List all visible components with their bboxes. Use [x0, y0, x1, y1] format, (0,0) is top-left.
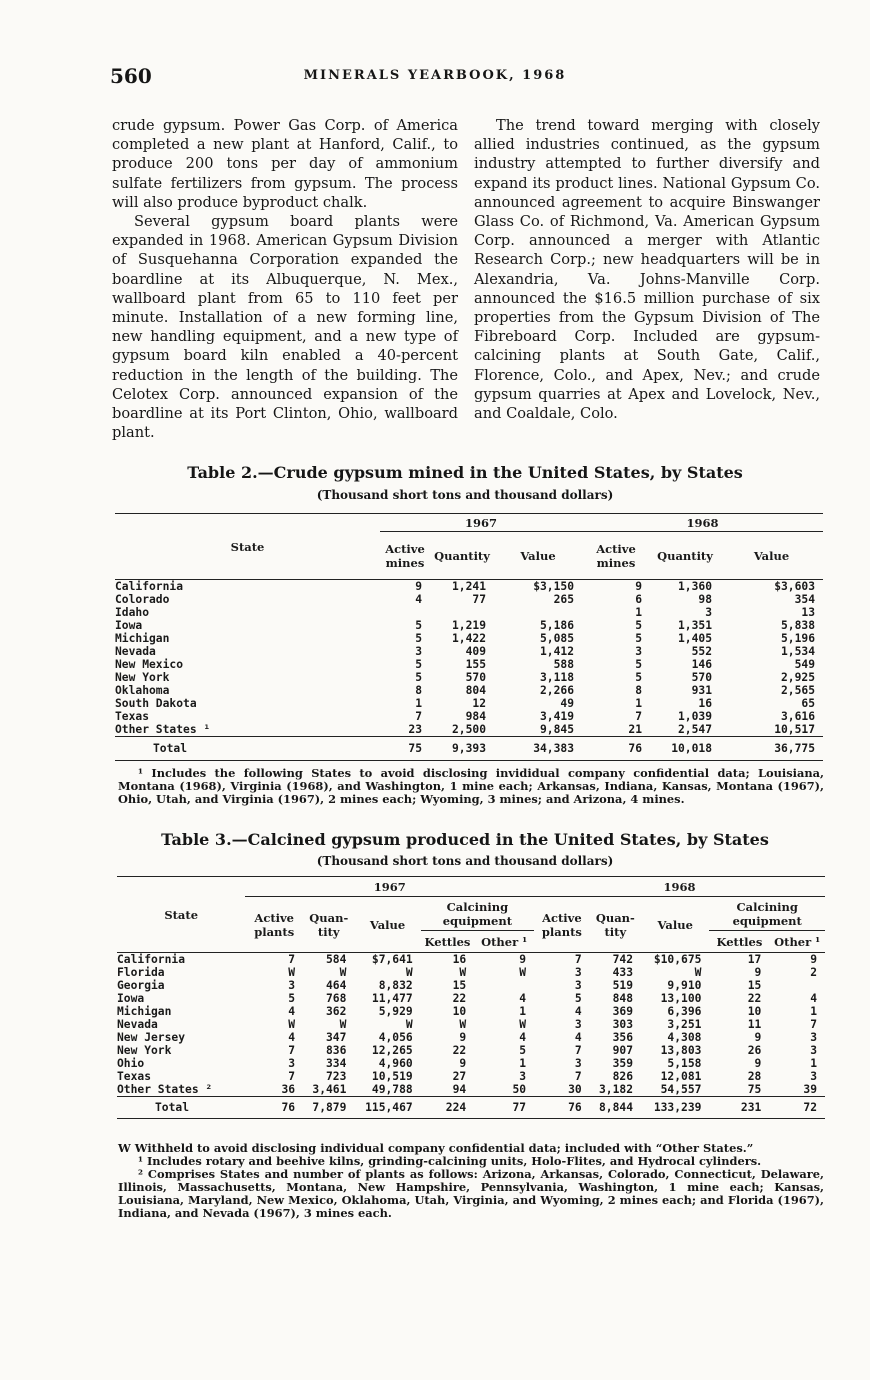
table-cell: W	[694, 966, 702, 979]
state-name: Nevada	[117, 1018, 158, 1031]
table2-col-value: Value	[520, 548, 556, 563]
table3-year-1967: 1967	[245, 877, 534, 897]
table-cell: 1,039	[677, 710, 712, 723]
table-cell: 1	[635, 606, 642, 619]
table3-col-value: Value	[657, 917, 693, 932]
table-cell: 409	[465, 645, 486, 658]
table-cell: 5,085	[539, 632, 574, 645]
table-cell: 3	[288, 1057, 296, 1070]
table-cell: 26	[747, 1044, 762, 1057]
table-cell: W	[459, 1018, 467, 1031]
table-cell: 584	[326, 953, 347, 966]
table-cell: 5	[288, 992, 296, 1005]
table-cell: 907	[612, 1044, 633, 1057]
table-cell: 9	[754, 1031, 762, 1044]
table-cell: 3,182	[598, 1083, 633, 1096]
total-cell: 9,393	[451, 742, 486, 755]
table-cell: 5,158	[667, 1057, 702, 1070]
table-cell: W	[519, 966, 527, 979]
total-cell: 7,879	[312, 1101, 347, 1114]
table-cell: 1,241	[451, 580, 486, 593]
table-cell: 1,360	[677, 580, 712, 593]
table-cell: 570	[465, 671, 486, 684]
table-cell: 146	[691, 658, 712, 671]
table-cell: 549	[794, 658, 815, 671]
table3-title: Table 3.—Calcined gypsum produced in the United States, by States	[161, 830, 769, 849]
table3-col-quantity: Quan- tity	[595, 910, 635, 939]
table2-year-1967: 1967	[380, 514, 582, 532]
table-cell	[430, 606, 494, 619]
table-cell: 54,557	[660, 1083, 702, 1096]
table-cell: 5,196	[780, 632, 815, 645]
table-cell: 9	[754, 966, 762, 979]
table-cell: 2,266	[539, 684, 574, 697]
total-cell: 8,844	[598, 1101, 633, 1114]
table-cell: W	[339, 1018, 347, 1031]
table3-col-kettles: Kettles	[424, 934, 471, 949]
table-cell: 9	[754, 1057, 762, 1070]
table-cell: 2,925	[780, 671, 815, 684]
table-cell: 7	[635, 710, 642, 723]
table-cell: 2,547	[677, 723, 712, 736]
table-cell	[474, 979, 534, 992]
table-cell: 23	[408, 723, 422, 736]
table-cell: 49	[560, 697, 574, 710]
table-cell: 12,265	[371, 1044, 413, 1057]
table-cell: 30	[568, 1083, 582, 1096]
table-cell: 10,519	[371, 1070, 413, 1083]
table-cell: 1,219	[451, 619, 486, 632]
table-cell: 13	[801, 606, 815, 619]
table3-col-other: Other ¹	[774, 934, 821, 949]
table-cell: W	[288, 966, 296, 979]
table-cell	[380, 606, 430, 619]
table2-col-value: Value	[753, 548, 790, 563]
table-cell: 265	[553, 593, 574, 606]
table-row	[115, 723, 823, 737]
table-row	[115, 710, 823, 723]
table-cell: 4	[288, 1031, 296, 1044]
table-cell: 22	[452, 1044, 467, 1057]
table-cell: 433	[612, 966, 633, 979]
table-cell: 4,308	[667, 1031, 702, 1044]
table-cell: W	[288, 1018, 296, 1031]
table-cell: 3	[574, 1018, 582, 1031]
table-cell: 303	[612, 1018, 633, 1031]
table-row	[115, 593, 823, 606]
table-cell: $3,603	[774, 580, 815, 593]
table-cell: 9	[459, 1031, 467, 1044]
table-cell: 7	[574, 953, 582, 966]
total-cell: 10,018	[671, 742, 712, 755]
table-cell: W	[519, 1018, 527, 1031]
table-cell: 16	[452, 953, 467, 966]
table-cell: 5	[415, 632, 422, 645]
table-cell: $7,641	[371, 953, 413, 966]
table-cell: 931	[691, 684, 712, 697]
table-cell: 3	[705, 606, 712, 619]
table-cell: 22	[452, 992, 467, 1005]
table-cell: 356	[612, 1031, 633, 1044]
table-row	[117, 1005, 825, 1018]
table3-col-active: Active plants	[254, 910, 295, 939]
table-cell: 9,910	[667, 979, 702, 992]
table-row	[115, 697, 823, 710]
table-cell: 1,351	[677, 619, 712, 632]
table-cell: 10	[452, 1005, 467, 1018]
table-cell: 5,186	[539, 619, 574, 632]
table-cell: 359	[612, 1057, 633, 1070]
table-cell: W	[339, 966, 347, 979]
table-cell: 21	[628, 723, 642, 736]
table-cell: 836	[326, 1044, 347, 1057]
state-name: New Jersey	[117, 1031, 186, 1044]
table-row	[117, 1057, 825, 1070]
total-cell: 77	[512, 1101, 527, 1114]
table2-year-1968: 1968	[582, 514, 823, 532]
table-cell: 4	[574, 1005, 582, 1018]
table-row	[117, 1044, 825, 1057]
total-cell: 115,467	[365, 1101, 413, 1114]
table-cell: 98	[698, 593, 712, 606]
table-cell: W	[459, 966, 467, 979]
table-cell: 5	[635, 658, 642, 671]
table-row	[115, 619, 823, 632]
table-cell: 768	[326, 992, 347, 1005]
table2-col-quantity: Quantity	[657, 548, 713, 563]
table-cell: 5,929	[378, 1005, 413, 1018]
table-cell: 1	[519, 1005, 527, 1018]
table2-body	[115, 580, 823, 737]
state-name: Georgia	[117, 979, 165, 992]
table3-col-kettles: Kettles	[716, 934, 763, 949]
table-cell: 5,838	[780, 619, 815, 632]
table-cell: 10,517	[774, 723, 815, 736]
table-cell: 13,100	[660, 992, 702, 1005]
table-cell: $10,675	[653, 953, 702, 966]
total-label: Total	[155, 1101, 190, 1114]
total-cell: 34,383	[533, 742, 574, 755]
table2-footnote: ¹ Includes the following States to avoid disclosing invididual company confidential data; Louisiana, Montana (1968), Virginia (1968), and Washington, 1 mine each; Arkansas, Indiana, Kansas, Montana (1967), Ohio, Utah, and Virginia (1967), 2 mines each; Wyoming, 3 mines; and Arizona, 4 mines.	[118, 766, 824, 806]
table-cell: 8	[415, 684, 422, 697]
table-cell: 1	[810, 1005, 817, 1018]
table-cell: 3,616	[780, 710, 815, 723]
table-row	[115, 606, 823, 619]
state-name: California	[117, 953, 186, 966]
table-cell: 15	[747, 979, 762, 992]
table-cell: 155	[465, 658, 486, 671]
table3	[117, 876, 825, 1119]
table-cell: 3,251	[667, 1018, 702, 1031]
table-cell: 1	[810, 1057, 817, 1070]
table-cell: 4	[415, 593, 422, 606]
table-cell: 1,405	[677, 632, 712, 645]
table-cell: 7	[574, 1044, 582, 1057]
table2-subtitle: (Thousand short tons and thousand dollars)	[316, 488, 614, 502]
table-cell	[769, 979, 825, 992]
table-cell: 464	[326, 979, 347, 992]
state-name: New York	[117, 1044, 172, 1057]
state-name: Nevada	[115, 645, 156, 658]
table-row	[117, 1070, 825, 1083]
table-cell: 7	[415, 710, 422, 723]
table-cell: 7	[574, 1070, 582, 1083]
table-cell: 1,534	[780, 645, 815, 658]
state-name: Other States ²	[117, 1083, 213, 1096]
right-text-column	[474, 116, 820, 423]
table-cell: 4,056	[378, 1031, 413, 1044]
table2	[115, 513, 823, 761]
total-cell: 36,775	[774, 742, 815, 755]
table-cell: 7	[288, 1044, 296, 1057]
table-cell: 3	[574, 966, 582, 979]
page-number: 560	[110, 64, 152, 88]
table-cell: 13,803	[660, 1044, 702, 1057]
table-cell: 7	[288, 1070, 296, 1083]
state-name: Iowa	[117, 992, 145, 1005]
table-row	[117, 992, 825, 1005]
left-text-column	[112, 116, 458, 442]
table2-col-state: State	[230, 539, 265, 554]
table-cell: 15	[452, 979, 467, 992]
table-cell: 3	[574, 1057, 582, 1070]
total-cell: 133,239	[653, 1101, 702, 1114]
table3-col-calcining: Calcining equipment	[709, 897, 825, 931]
table-cell: 10	[747, 1005, 762, 1018]
table3-col-quantity: Quan- tity	[309, 910, 349, 939]
state-name: New York	[115, 671, 170, 684]
table-cell: 49,788	[371, 1083, 413, 1096]
table-cell: 9	[810, 953, 817, 966]
table-cell: 22	[747, 992, 762, 1005]
table3-col-value: Value	[369, 917, 406, 932]
table-cell: 2,500	[451, 723, 486, 736]
state-name: Texas	[117, 1070, 152, 1083]
table-cell: 552	[691, 645, 712, 658]
table3-subtitle: (Thousand short tons and thousand dollars)	[316, 854, 614, 868]
table-cell: 354	[794, 593, 815, 606]
table2-col-active: Active mines	[596, 541, 636, 570]
table2-title: Table 2.—Crude gypsum mined in the United States, by States	[187, 463, 743, 482]
total-cell: 231	[740, 1101, 762, 1114]
table3-body	[117, 953, 825, 1097]
state-name: California	[115, 580, 184, 593]
table-cell: 12,081	[660, 1070, 702, 1083]
table-cell: 1	[415, 697, 422, 710]
table-row	[117, 1018, 825, 1031]
table-cell: 3	[574, 979, 582, 992]
table-cell: 8	[635, 684, 642, 697]
state-name: New Mexico	[115, 658, 184, 671]
table-row	[115, 580, 823, 594]
table-row	[115, 684, 823, 697]
table-cell: 1,422	[451, 632, 486, 645]
state-name: Michigan	[115, 632, 170, 645]
table-cell: 5	[519, 1044, 527, 1057]
table-cell: 5	[574, 992, 582, 1005]
table-cell: 5	[415, 619, 422, 632]
state-name: Michigan	[117, 1005, 172, 1018]
table-row	[117, 979, 825, 992]
table-row	[117, 1031, 825, 1044]
paragraph: The trend toward merging with closely allied industries continued, as the gypsum industry attempted to further diversify and expand its product lines. National Gypsum Co. announced agreement to acquire Binswanger Glass Co. of Richmond, Va. American Gypsum Corp. announced a merger with Atlantic Research Corp.; new headquarters will be in Alexandria, Va. Johns-Manville Corp. announced the $16.5 million purchase of six properties from the Gypsum Division of The Fibreboard Corp. Included are gypsum-calcining plants at South Gate, Calif., Florence, Colo., and Apex, Nev.; and crude gypsum quarries at Apex and Lovelock, Nev., and Coaldale, Colo.	[474, 117, 820, 423]
table3-year-1968: 1968	[534, 877, 825, 897]
table-cell: 3	[810, 1070, 817, 1083]
table3-col-other: Other ¹	[481, 934, 528, 949]
table-cell: 9,845	[539, 723, 574, 736]
table-cell: 588	[553, 658, 574, 671]
table-row	[115, 671, 823, 684]
table2-col-quantity: Quantity	[434, 548, 490, 563]
table-cell: 334	[326, 1057, 347, 1070]
state-name: Ohio	[117, 1057, 145, 1070]
table-cell: 11,477	[371, 992, 413, 1005]
state-name: Colorado	[115, 593, 170, 606]
total-cell: 224	[445, 1101, 467, 1114]
table-cell: 3,118	[539, 671, 574, 684]
table-cell: 9	[519, 953, 527, 966]
table3-col-calcining: Calcining equipment	[421, 897, 534, 931]
table-cell: 6	[635, 593, 642, 606]
table-cell: 28	[747, 1070, 762, 1083]
table-cell: 570	[691, 671, 712, 684]
table-cell: 9	[415, 580, 422, 593]
paragraph: Several gypsum board plants were expanded in 1968. American Gypsum Division of Susquehanna Corporation expanded the boardline at its Albuquerque, N. Mex., wallboard plant from 65 to 110 feet per minute. Installation of a new forming line, new handling equipment, and a new type of gypsum board kiln enabled a 40-percent reduction in the length of the building. The Celotex Corp. announced expansion of the boardline at its Port Clinton, Ohio, wallboard plant.	[112, 213, 458, 442]
table-cell: 3	[810, 1031, 817, 1044]
table-cell: 5	[635, 671, 642, 684]
table-cell: 27	[452, 1070, 467, 1083]
table3-total-row	[117, 1097, 825, 1119]
table-row	[117, 953, 825, 967]
table-cell: 826	[612, 1070, 633, 1083]
state-name: South Dakota	[115, 697, 197, 710]
table-cell: 5	[635, 619, 642, 632]
total-cell: 76	[568, 1101, 582, 1114]
table-cell: 5	[635, 632, 642, 645]
table-row	[115, 658, 823, 671]
table-cell: 39	[803, 1083, 817, 1096]
table-cell: 17	[747, 953, 762, 966]
running-title: MINERALS YEARBOOK, 1968	[303, 68, 567, 83]
table-cell: 94	[452, 1083, 467, 1096]
table-cell: 36	[281, 1083, 296, 1096]
table-cell: 3	[635, 645, 642, 658]
table-cell: 3,461	[312, 1083, 347, 1096]
table-cell: 804	[465, 684, 486, 697]
table-cell: 65	[801, 697, 815, 710]
table3-footnotes: W Withheld to avoid disclosing individual company confidential data; included with “Other States.” ¹ Includes rotary and beehive kilns, grinding-calcining units, Holo-Flites, and Hydrocal cylinders. ² Comprises States and number of plants as follows: Arizona, Arkansas, Colorado, Connecticut, Delaware, Illinois, Massachusetts, Montana, New Hampshire, Pennsylvania, Washington, 1 mine each; Kansas, Louisiana, Maryland, New Mexico, Oklahoma, Utah, Virginia, and Wyoming, 2 mines each; and Florida (1967), Indiana, and Nevada (1967), 3 mines each.	[118, 1141, 824, 1220]
table-cell: 6,396	[667, 1005, 702, 1018]
state-name: Iowa	[115, 619, 143, 632]
total-label: Total	[153, 742, 188, 755]
state-name: Texas	[115, 710, 150, 723]
total-cell: 75	[408, 742, 422, 755]
table-cell: 2	[810, 966, 817, 979]
table-row	[115, 632, 823, 645]
table-cell: 1	[519, 1057, 527, 1070]
state-name: Idaho	[115, 606, 150, 619]
table-cell: 742	[612, 953, 633, 966]
table-cell: 9	[635, 580, 642, 593]
table-row	[117, 966, 825, 979]
table-cell: 1	[635, 697, 642, 710]
table-cell: 7	[288, 953, 296, 966]
table-cell: 347	[326, 1031, 347, 1044]
table-cell: 12	[472, 697, 486, 710]
table3-col-active: Active plants	[541, 910, 582, 939]
paragraph: crude gypsum. Power Gas Corp. of America completed a new plant at Hanford, Calif., to produce 200 tons per day of ammonium sulfate fertilizers from gypsum. The process will also produce byproduct chalk.	[112, 117, 458, 211]
table-cell: 8,832	[378, 979, 413, 992]
table-cell: 519	[612, 979, 633, 992]
table3-col-state: State	[164, 907, 199, 922]
table-cell: 4,960	[378, 1057, 413, 1070]
state-name: Oklahoma	[115, 684, 170, 697]
table-row	[117, 1083, 825, 1097]
state-name: Florida	[117, 966, 165, 979]
table-cell	[494, 606, 582, 619]
table-cell: 4	[574, 1031, 582, 1044]
table-cell: 3	[519, 1070, 527, 1083]
total-cell: 76	[628, 742, 642, 755]
table-cell: 1,412	[539, 645, 574, 658]
table-cell: W	[405, 1018, 413, 1031]
table-cell: 369	[612, 1005, 633, 1018]
table-cell: 4	[810, 992, 817, 1005]
table-cell: 848	[612, 992, 633, 1005]
table-cell: 11	[747, 1018, 762, 1031]
table2-col-active: Active mines	[385, 541, 425, 570]
table-cell: 3	[288, 979, 296, 992]
total-cell: 72	[803, 1101, 817, 1114]
table2-total-row	[115, 737, 823, 761]
table-cell: 3	[415, 645, 422, 658]
table-cell: 9	[459, 1057, 467, 1070]
table-cell: 362	[326, 1005, 347, 1018]
table-row	[115, 645, 823, 658]
table-cell: 2,565	[780, 684, 815, 697]
table-cell: 5	[415, 658, 422, 671]
table-cell: 3,419	[539, 710, 574, 723]
table-cell: 16	[698, 697, 712, 710]
table-cell: $3,150	[533, 580, 574, 593]
table-cell: 50	[512, 1083, 527, 1096]
table-cell: 4	[288, 1005, 296, 1018]
table-cell: 5	[415, 671, 422, 684]
table-cell: 77	[472, 593, 486, 606]
state-name: Other States ¹	[115, 723, 211, 736]
table-cell: 723	[326, 1070, 347, 1083]
table-cell: 7	[810, 1018, 817, 1031]
table-cell: 3	[810, 1044, 817, 1057]
table-cell: 75	[747, 1083, 762, 1096]
table-cell: W	[405, 966, 413, 979]
table-cell: 4	[519, 1031, 527, 1044]
table-cell: 984	[465, 710, 486, 723]
total-cell: 76	[281, 1101, 296, 1114]
table-cell: 4	[519, 992, 527, 1005]
